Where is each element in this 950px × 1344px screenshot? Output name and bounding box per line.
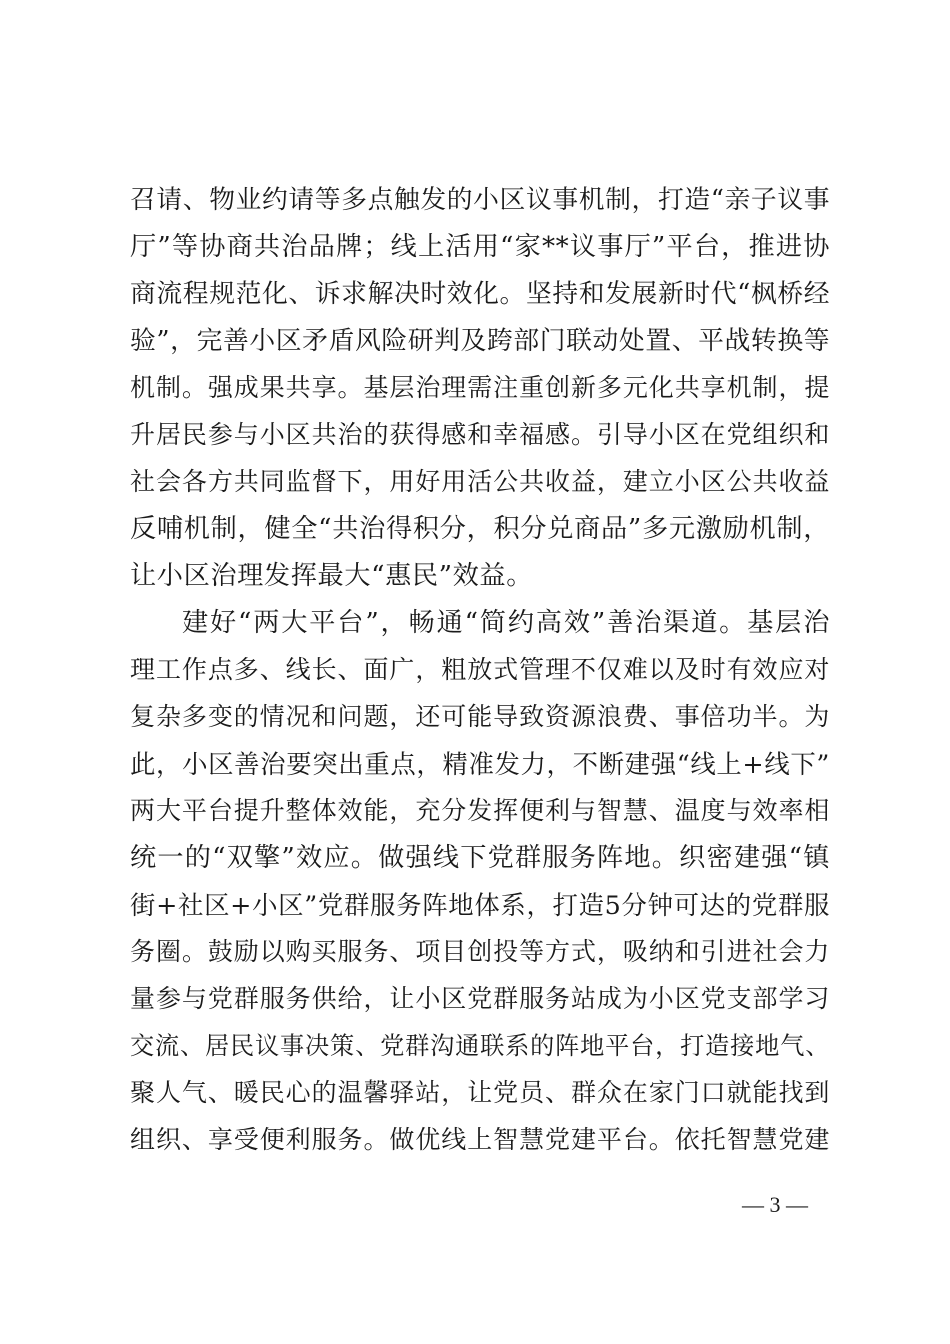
page-number: — 3 —	[742, 1192, 808, 1217]
paragraph-2-line-5: 两大平台提升整体效能，充分发挥便利与智慧、温度与效率相	[130, 796, 830, 825]
paragraph-1-line-8: 反哺机制，健全“共治得积分，积分兑商品”多元激励机制，	[130, 514, 830, 544]
paragraph-1-line-7: 社会各方共同监督下，用好用活公共收益，建立小区公共收益	[130, 467, 830, 496]
paragraph-1-line-9: 让小区治理发挥最大“惠民”效益。	[130, 561, 533, 591]
paragraph-1-line-1: 召请、物业约请等多点触发的小区议事机制，打造“亲子议事	[130, 185, 831, 215]
paragraph-1-line-3: 商流程规范化、诉求解决时效化。坚持和发展新时代“枫桥经	[130, 279, 831, 309]
paragraph-2-line-9: 量参与党群服务供给，让小区党群服务站成为小区党支部学习	[130, 984, 830, 1013]
paragraph-2-line-6: 统一的“双擎”效应。做强线下党群服务阵地。织密建强“镇	[130, 843, 830, 873]
paragraph-2-line-11: 聚人气、暖民心的温馨驿站，让党员、群众在家门口就能找到	[130, 1078, 830, 1107]
paragraph-1-line-5: 机制。强成果共享。基层治理需注重创新多元化共享机制，提	[130, 373, 830, 402]
paragraph-2-line-7: 街+社区+小区”党群服务阵地体系，打造5分钟可达的党群服	[130, 890, 830, 920]
paragraph-2-line-8: 务圈。鼓励以购买服务、项目创投等方式，吸纳和引进社会力	[130, 937, 830, 966]
paragraph-2-line-4: 此，小区善治要突出重点，精准发力，不断建强“线上+线下”	[130, 749, 830, 779]
paragraph-1-line-6: 升居民参与小区共治的获得感和幸福感。引导小区在党组织和	[130, 420, 830, 449]
paragraph-2-line-2: 理工作点多、线长、面广，粗放式管理不仅难以及时有效应对	[130, 655, 830, 684]
paragraph-2-line-1: 建好“两大平台”，畅通“简约高效”善治渠道。基层治	[182, 608, 830, 638]
paragraph-2-line-12: 组织、享受便利服务。做优线上智慧党建平台。依托智慧党建	[130, 1125, 830, 1154]
paragraph-1-line-2: 厅”等协商共治品牌；线上活用“家**议事厅”平台，推进协	[130, 232, 830, 262]
paragraph-1-line-4: 验”，完善小区矛盾风险研判及跨部门联动处置、平战转换等	[130, 326, 831, 356]
paragraph-2-line-10: 交流、居民议事决策、党群沟通联系的阵地平台，打造接地气、	[130, 1032, 830, 1060]
paragraph-2-line-3: 复杂多变的情况和问题，还可能导致资源浪费、事倍功半。为	[130, 702, 830, 731]
